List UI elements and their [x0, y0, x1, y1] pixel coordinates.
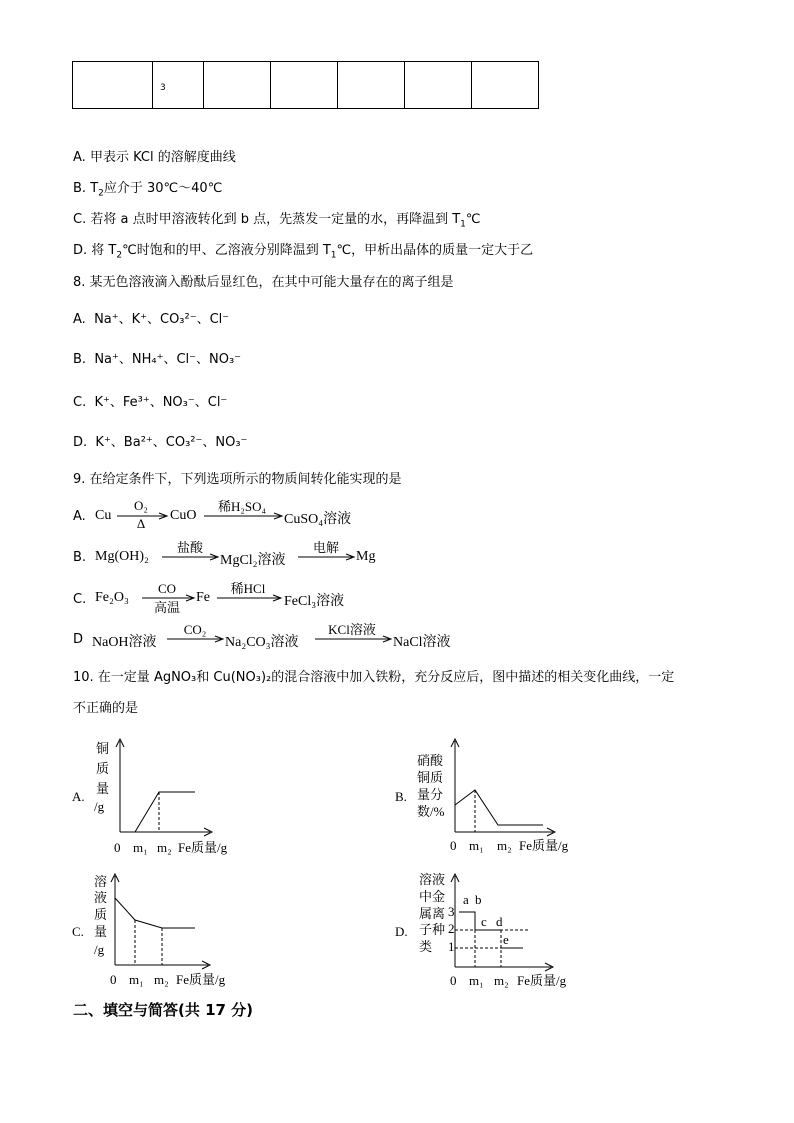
- svg-text:m₂: m₂: [494, 973, 509, 988]
- q9-option-d-s3: NaCl溶液: [393, 635, 451, 650]
- svg-text:1: 1: [448, 939, 455, 954]
- svg-text:3: 3: [448, 904, 455, 919]
- graph-c: [70, 870, 250, 990]
- q9-option-d-s2: Na₂CO₃溶液: [225, 635, 299, 650]
- svg-text:C.: C.: [72, 924, 84, 939]
- q9-option-b-arrow2: [296, 541, 356, 571]
- q9-option-a-arrow1: [115, 500, 170, 530]
- q9-option-b-label: B.: [73, 550, 87, 565]
- q9-option-d-s1: NaOH溶液: [92, 635, 157, 650]
- svg-text:子种: 子种: [419, 922, 446, 937]
- svg-text:质: 质: [94, 907, 108, 922]
- q9-option-b-s2: MgCl₂溶液: [220, 553, 286, 568]
- q9-option-c-s1: Fe₂O₃: [95, 590, 129, 605]
- svg-text:Fe质量/g: Fe质量/g: [519, 838, 569, 853]
- graph-a-ylabel: 量: [96, 781, 110, 796]
- svg-text:0: 0: [110, 972, 117, 987]
- svg-text:d: d: [496, 914, 503, 929]
- q9-option-c-label: C.: [73, 592, 87, 607]
- svg-text:量: 量: [94, 924, 108, 939]
- graph-a-ylabel: 铜: [96, 741, 110, 756]
- svg-text:e: e: [503, 932, 509, 947]
- svg-text:稀HCl: 稀HCl: [230, 582, 266, 596]
- svg-text:类: 类: [419, 939, 433, 954]
- svg-text:溶: 溶: [94, 874, 108, 889]
- svg-text:/g: /g: [94, 942, 105, 957]
- svg-text:0: 0: [114, 840, 121, 855]
- q9-option-c-arrow1: [140, 582, 196, 616]
- q9-option-b-s1: Mg(OH)₂: [95, 549, 149, 564]
- table-cell: [472, 62, 539, 109]
- q10-stem-line1: 10. 在一定量 AgNO₃和 Cu(NO₃)₂的混合溶液中加入铁粉，充分反应后，图中描述的相关变化曲线，一定: [73, 670, 675, 685]
- svg-text:D.: D.: [395, 924, 408, 939]
- svg-text:液: 液: [94, 890, 108, 905]
- q7-option-b: B. $T_2$应介于 30℃～40℃: [73, 181, 223, 199]
- graph-a-curve: [120, 792, 195, 832]
- svg-text:CO: CO: [157, 582, 177, 596]
- svg-text:CO₂: CO₂: [183, 623, 207, 637]
- q9-stem: 9. 在给定条件下，下列选项所示的物质间转化能实现的是: [73, 472, 402, 487]
- q8-option-d: D. K⁺、Ba²⁺、CO₃²⁻、NO₃⁻: [73, 435, 248, 450]
- svg-text:c: c: [481, 914, 487, 929]
- svg-text:O₂: O₂: [134, 500, 148, 513]
- svg-text:m₂: m₂: [154, 972, 169, 987]
- section-heading: 二、填空与简答(共 17 分): [73, 1001, 254, 1019]
- q7-option-a: A. 甲表示 KCl 的溶解度曲线: [73, 150, 236, 165]
- q9-option-d-arrow2: [313, 623, 393, 653]
- svg-text:Fe质量/g: Fe质量/g: [178, 840, 228, 855]
- q9-option-c-arrow2: [215, 582, 283, 612]
- q8-option-c: C. K⁺、Fe³⁺、NO₃⁻、Cl⁻: [73, 395, 228, 410]
- q7-option-c: C. 若将 a 点时甲溶液转化到 b 点，先蒸发一定量的水，再降温到 $T_1℃$: [73, 212, 481, 230]
- graph-c-curve: [115, 898, 195, 928]
- q8-stem: 8. 某无色溶液滴入酚酞后显红色，在其中可能大量存在的离子组是: [73, 275, 454, 290]
- q9-option-a-s2: CuO: [170, 508, 197, 523]
- q9-option-c-s3: FeCl₃溶液: [284, 594, 345, 609]
- q9-option-a-s1: Cu: [95, 508, 112, 523]
- svg-text:m₁: m₁: [133, 840, 148, 855]
- q9-option-a-label: A.: [73, 509, 86, 524]
- q9-option-b-s3: Mg: [356, 549, 376, 564]
- svg-text:溶液: 溶液: [419, 872, 446, 887]
- svg-text:中金: 中金: [419, 889, 446, 904]
- svg-text:m₁: m₁: [129, 972, 144, 987]
- graph-a-ylabel: 质: [96, 761, 110, 776]
- q9-option-a-arrow2: [202, 500, 284, 530]
- q9-option-b-arrow1: [160, 541, 220, 571]
- q9-option-a-s3: CuSO₄溶液: [284, 512, 352, 527]
- table-cell: [204, 62, 271, 109]
- svg-text:硝酸: 硝酸: [417, 753, 444, 768]
- svg-text:KCl溶液: KCl溶液: [328, 623, 376, 637]
- q7-option-d: D. 将 $T_2℃$时饱和的甲、乙溶液分别降温到 $T_1℃$，甲析出晶体的质量一定大于乙: [73, 243, 534, 261]
- svg-text:m₁: m₁: [469, 838, 484, 853]
- svg-text:m₂: m₂: [157, 840, 172, 855]
- svg-text:2: 2: [448, 921, 455, 936]
- q9-option-d-arrow1: [165, 623, 225, 653]
- svg-text:铜质: 铜质: [417, 770, 444, 785]
- svg-text:Δ: Δ: [136, 516, 146, 530]
- graph-a: [70, 735, 250, 860]
- q9-option-d-label: D: [73, 632, 84, 647]
- svg-text:m₁: m₁: [469, 973, 484, 988]
- graph-b-label: B.: [395, 789, 407, 804]
- data-table: [72, 61, 539, 109]
- q10-stem-line2: 不正确的是: [73, 701, 139, 716]
- svg-text:Fe质量/g: Fe质量/g: [517, 973, 567, 988]
- q8-option-a: A. Na⁺、K⁺、CO₃²⁻、Cl⁻: [73, 312, 230, 327]
- svg-text:m₂: m₂: [497, 838, 512, 853]
- svg-text:b: b: [475, 892, 482, 907]
- q9-option-c-s2: Fe: [196, 590, 210, 605]
- svg-text:0: 0: [450, 838, 457, 853]
- table-cell: [338, 62, 405, 109]
- graph-b-curve: [455, 790, 543, 825]
- table-cell: [73, 62, 153, 109]
- svg-text:a: a: [463, 892, 469, 907]
- graph-a-ylabel: /g: [94, 799, 105, 814]
- svg-text:盐酸: 盐酸: [176, 541, 204, 555]
- table-cell: [271, 62, 338, 109]
- graph-d: [393, 870, 593, 990]
- svg-text:数/%: 数/%: [417, 804, 445, 819]
- svg-text:高温: 高温: [153, 600, 181, 615]
- svg-text:量分: 量分: [417, 787, 444, 802]
- graph-b: [393, 735, 593, 860]
- table-cell: 3: [153, 62, 204, 109]
- svg-text:0: 0: [450, 973, 457, 988]
- svg-text:电解: 电解: [312, 541, 340, 555]
- table-cell: [405, 62, 472, 109]
- q8-option-b: B. Na⁺、NH₄⁺、Cl⁻、NO₃⁻: [73, 352, 242, 367]
- svg-text:属离: 属离: [419, 906, 446, 921]
- svg-text:Fe质量/g: Fe质量/g: [176, 972, 226, 987]
- graph-a-label: A.: [72, 789, 85, 804]
- graph-d-curve: [459, 912, 501, 930]
- svg-text:稀H₂SO₄: 稀H₂SO₄: [217, 500, 267, 514]
